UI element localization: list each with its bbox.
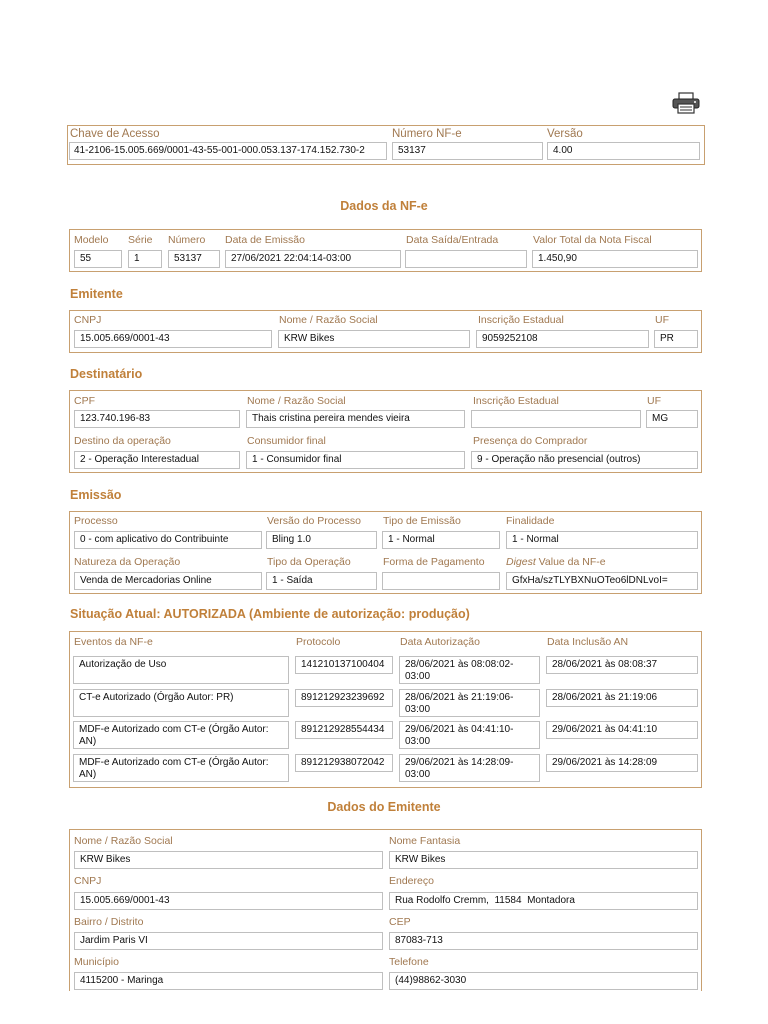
dest-presenca-value: 9 - Operação não presencial (outros) bbox=[471, 451, 698, 469]
event-row-2-protocolo: 891212923239692 bbox=[295, 689, 393, 707]
event-row-3-data-aut: 29/06/2021 às 04:41:10-03:00 bbox=[399, 721, 540, 749]
data-saida-label: Data Saída/Entrada bbox=[406, 234, 499, 246]
event-row-1-data-inc: 28/06/2021 às 08:08:37 bbox=[546, 656, 698, 674]
emitente-nome-value: KRW Bikes bbox=[278, 330, 470, 348]
emissao-forma-label: Forma de Pagamento bbox=[383, 556, 485, 568]
de-nome-value: KRW Bikes bbox=[74, 851, 383, 869]
de-telefone-value: (44)98862-3030 bbox=[389, 972, 698, 990]
event-row-4-data-aut: 29/06/2021 às 14:28:09-03:00 bbox=[399, 754, 540, 782]
event-row-2-data-aut: 28/06/2021 às 21:19:06-03:00 bbox=[399, 689, 540, 717]
de-telefone-label: Telefone bbox=[389, 956, 429, 968]
emissao-processo-value: 0 - com aplicativo do Contribuinte bbox=[74, 531, 262, 549]
event-row-1-protocolo: 141210137100404 bbox=[295, 656, 393, 674]
col-protocolo-label: Protocolo bbox=[296, 636, 341, 648]
numero-value: 53137 bbox=[168, 250, 220, 268]
dest-uf-label: UF bbox=[647, 395, 661, 407]
dest-cpf-label: CPF bbox=[74, 395, 95, 407]
modelo-value: 55 bbox=[74, 250, 122, 268]
dest-uf-value: MG bbox=[646, 410, 698, 428]
event-row-4-evento: MDF-e Autorizado com CT-e (Órgão Autor: AN) bbox=[73, 754, 289, 782]
data-emissao-value: 27/06/2021 22:04:14-03:00 bbox=[225, 250, 401, 268]
dest-consumidor-label: Consumidor final bbox=[247, 435, 326, 447]
dados-nfe-title: Dados da NF-e bbox=[340, 199, 428, 213]
event-row-2-data-inc: 28/06/2021 às 21:19:06 bbox=[546, 689, 698, 707]
de-fantasia-value: KRW Bikes bbox=[389, 851, 698, 869]
de-endereco-value: Rua Rodolfo Cremm, 11584 Montadora bbox=[389, 892, 698, 910]
col-data-aut-label: Data Autorização bbox=[400, 636, 480, 648]
emissao-digest-label bbox=[506, 556, 606, 568]
emitente-ie-value: 9059252108 bbox=[476, 330, 649, 348]
de-fantasia-label: Nome Fantasia bbox=[389, 835, 461, 847]
emissao-title: Emissão bbox=[70, 488, 122, 502]
de-cnpj-value: 15.005.669/0001-43 bbox=[74, 892, 383, 910]
data-saida-value bbox=[405, 250, 527, 268]
event-row-1-data-aut: 28/06/2021 às 08:08:02-03:00 bbox=[399, 656, 540, 684]
digest-label-rest: Value da NF-e bbox=[535, 556, 606, 568]
emissao-tipo-label: Tipo de Emissão bbox=[383, 515, 461, 527]
dest-presenca-label: Presença do Comprador bbox=[473, 435, 588, 447]
emissao-natureza-label: Natureza da Operação bbox=[74, 556, 181, 568]
versao-value: 4.00 bbox=[547, 142, 700, 160]
event-row-2-evento: CT-e Autorizado (Órgão Autor: PR) bbox=[73, 689, 289, 717]
chave-value: 41-2106-15.005.669/0001-43-55-001-000.053.137-174.152.730-2 bbox=[69, 142, 387, 160]
modelo-label: Modelo bbox=[74, 234, 109, 246]
dest-destino-value: 2 - Operação Interestadual bbox=[74, 451, 240, 469]
numero-nfe-value: 53137 bbox=[392, 142, 543, 160]
dest-ie-value bbox=[471, 410, 641, 428]
emitente-cnpj-label: CNPJ bbox=[74, 314, 102, 326]
emissao-digest-value: GfxHa/szTLYBXNuOTeo6lDNLvoI= bbox=[506, 572, 698, 590]
emitente-cnpj-value: 15.005.669/0001-43 bbox=[74, 330, 272, 348]
chave-label: Chave de Acesso bbox=[70, 128, 160, 140]
dest-cpf-value: 123.740.196-83 bbox=[74, 410, 240, 428]
digest-label-italic: Digest bbox=[506, 556, 536, 568]
de-nome-label: Nome / Razão Social bbox=[74, 835, 173, 847]
event-row-4-data-inc: 29/06/2021 às 14:28:09 bbox=[546, 754, 698, 772]
emissao-tipo-op-label: Tipo da Operação bbox=[267, 556, 351, 568]
dados-emitente-title: Dados do Emitente bbox=[327, 800, 441, 814]
event-row-3-data-inc: 29/06/2021 às 04:41:10 bbox=[546, 721, 698, 739]
de-municipio-value: 4115200 - Maringa bbox=[74, 972, 383, 990]
emitente-uf-label: UF bbox=[655, 314, 669, 326]
emitente-ie-label: Inscrição Estadual bbox=[478, 314, 564, 326]
col-eventos-label: Eventos da NF-e bbox=[74, 636, 153, 648]
emitente-title: Emitente bbox=[70, 287, 123, 301]
event-row-3-evento: MDF-e Autorizado com CT-e (Órgão Autor: AN) bbox=[73, 721, 289, 749]
serie-label: Série bbox=[128, 234, 153, 246]
de-bairro-value: Jardim Paris VI bbox=[74, 932, 383, 950]
de-endereco-label: Endereço bbox=[389, 875, 434, 887]
emissao-versao-label: Versão do Processo bbox=[267, 515, 361, 527]
emissao-finalidade-value: 1 - Normal bbox=[506, 531, 698, 549]
valor-total-value: 1.450,90 bbox=[532, 250, 698, 268]
dest-nome-value: Thais cristina pereira mendes vieira bbox=[246, 410, 465, 428]
numero-label: Número bbox=[168, 234, 206, 246]
col-data-inc-label: Data Inclusão AN bbox=[547, 636, 629, 648]
emitente-uf-value: PR bbox=[654, 330, 698, 348]
serie-value: 1 bbox=[128, 250, 162, 268]
de-cep-value: 87083-713 bbox=[389, 932, 698, 950]
emissao-processo-label: Processo bbox=[74, 515, 118, 527]
data-emissao-label: Data de Emissão bbox=[225, 234, 305, 246]
valor-total-label: Valor Total da Nota Fiscal bbox=[533, 234, 652, 246]
emissao-tipo-op-value: 1 - Saída bbox=[266, 572, 377, 590]
emitente-nome-label: Nome / Razão Social bbox=[279, 314, 378, 326]
emissao-forma-value bbox=[382, 572, 500, 590]
numero-nfe-label: Número NF-e bbox=[392, 128, 462, 140]
emissao-finalidade-label: Finalidade bbox=[506, 515, 555, 527]
dest-nome-label: Nome / Razão Social bbox=[247, 395, 346, 407]
destinatario-title: Destinatário bbox=[70, 367, 143, 381]
situacao-title: Situação Atual: AUTORIZADA (Ambiente de autorização: produção) bbox=[70, 607, 470, 621]
printer-icon[interactable] bbox=[671, 92, 701, 114]
de-municipio-label: Município bbox=[74, 956, 119, 968]
emissao-tipo-value: 1 - Normal bbox=[382, 531, 500, 549]
dest-destino-label: Destino da operação bbox=[74, 435, 171, 447]
dest-consumidor-value: 1 - Consumidor final bbox=[246, 451, 465, 469]
de-cep-label: CEP bbox=[389, 916, 411, 928]
event-row-1-evento: Autorização de Uso bbox=[73, 656, 289, 684]
de-bairro-label: Bairro / Distrito bbox=[74, 916, 144, 928]
dest-ie-label: Inscrição Estadual bbox=[473, 395, 559, 407]
de-cnpj-label: CNPJ bbox=[74, 875, 102, 887]
versao-label: Versão bbox=[547, 128, 583, 140]
event-row-4-protocolo: 891212938072042 bbox=[295, 754, 393, 772]
emissao-natureza-value: Venda de Mercadorias Online bbox=[74, 572, 262, 590]
event-row-3-protocolo: 891212928554434 bbox=[295, 721, 393, 739]
emissao-versao-value: Bling 1.0 bbox=[266, 531, 377, 549]
